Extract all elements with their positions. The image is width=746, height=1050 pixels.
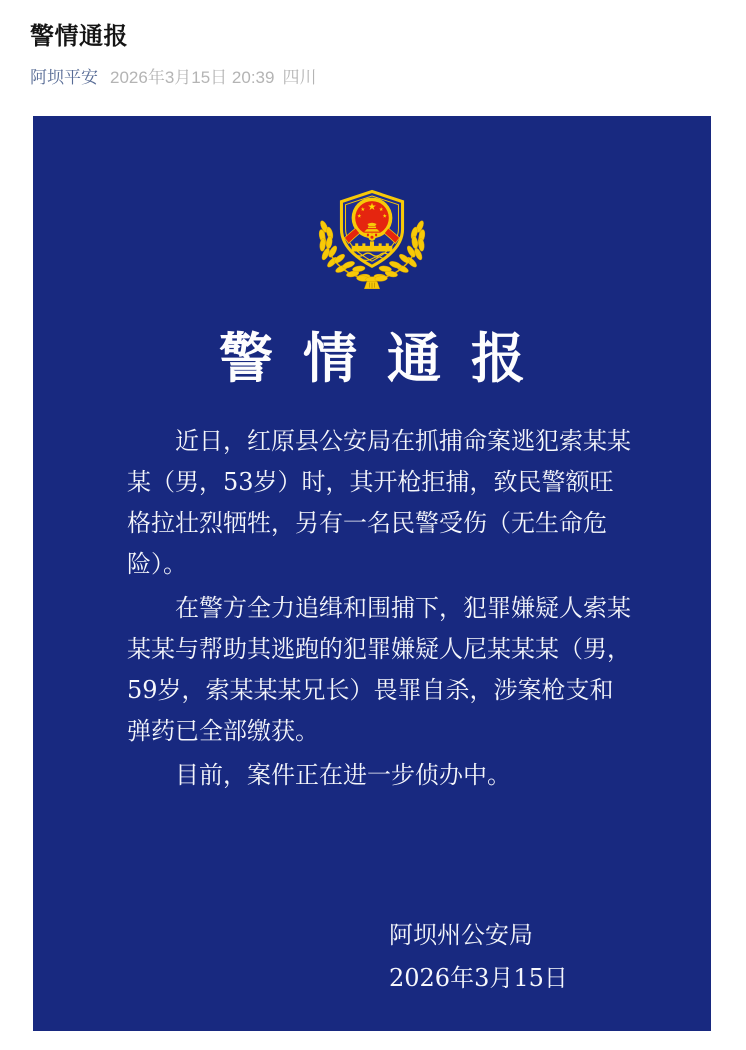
signature-date: 2026年3月15日 <box>389 964 568 992</box>
article-meta <box>30 67 716 88</box>
account-link[interactable]: 阿坝平安 <box>30 68 98 87</box>
police-badge-icon <box>316 178 428 293</box>
notice-paragraph: 目前，案件正在进一步侦办中。 <box>175 761 511 789</box>
signature-agency: 阿坝州公安局 <box>389 921 533 949</box>
publish-time: 2026年3月15日 20:39 <box>110 68 275 87</box>
notice-body <box>33 421 711 796</box>
article-title: 警情通报 <box>30 23 128 50</box>
notice-paragraph: 在警方全力追缉和围捕下，犯罪嫌疑人索某某某与帮助其逃跑的犯罪嫌疑人尼某某某（男，59岁，索某某某兄长）畏罪自杀，涉案枪支和弹药已全部缴获。 <box>127 594 631 745</box>
notice-title: 警情通报 <box>219 326 555 390</box>
notice-paragraph: 近日，红原县公安局在抓捕命案逃犯索某某某（男，53岁）时，其开枪拒捕，致民警额旺格拉壮烈牺牲，另有一名民警受伤（无生命危险）。 <box>127 427 631 578</box>
notice-signature <box>389 914 711 1000</box>
publish-location: 四川 <box>282 68 317 87</box>
notice-image-card[interactable] <box>33 116 711 1031</box>
